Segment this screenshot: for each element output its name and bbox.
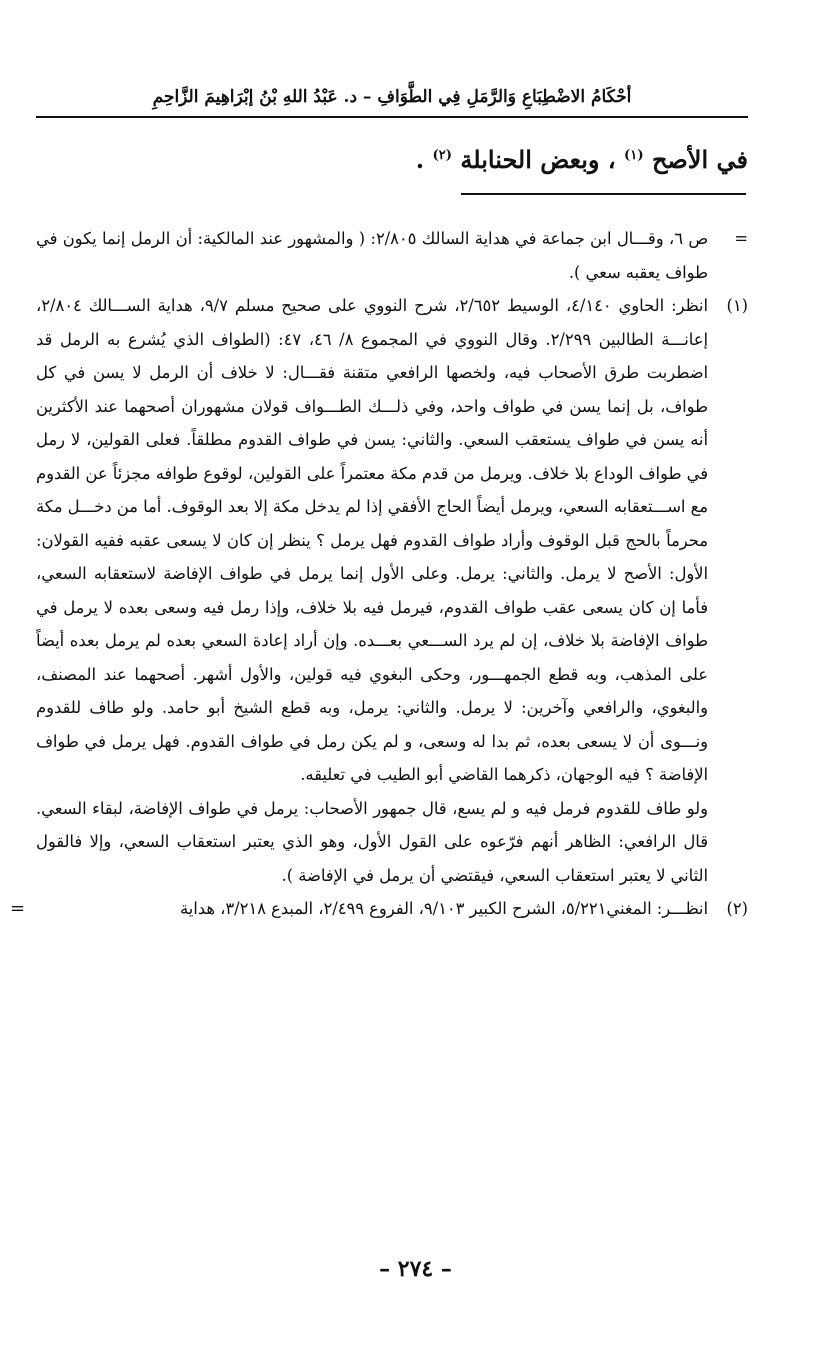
main-text-part1: في الأصح (651, 145, 748, 174)
footnotes (10, 222, 748, 926)
footnote-ref-1: (١) (623, 148, 644, 163)
running-header (36, 86, 748, 108)
footnote-continued-marker: = (734, 229, 748, 248)
footnote-1-text: انظر: الحاوي ٤/١٤٠، الوسيط ٢/٦٥٢، شرح النووي على صحيح مسلم ٩/٧، هداية الســـالك ٢/٨٠٤، إعانـــة الطالبين ٢/٢٩٩. وقال النووي في المجموع ٨/ ٤٦، ٤٧: (الطواف الذي يُشرع به الرمل قد اضطربت طرق الأصحاب فيه، ولخصها الرافعي متقنة فقـــال: لا خلاف أن الرمل لا يسن في كل طواف، بل إنما يسن في طواف واحد، وفي ذلـــك الطـــواف قولان مشهوران أصحهما عند الأكثرين أنه يسن في طواف يستعقب السعي. والثاني: يسن في طواف القدوم مطلقاً. فعلى القولين، لا رمل في طواف الوداع بلا خلاف. ويرمل من قدم مكة معتمراً على القولين، لوقوع طوافه مجزئاً عن القدوم مع اســـتعقابه السعي، ويرمل أيضاً الحاج الأفقي إذا لم يدخل مكة إلا بعد الوقوف. أما من دخـــل مكة محرماً بالحج قبل الوقوف وأراد طواف القدوم فهل يرمل ؟ ينظر إن كان لا يسعى عقبه ففيه القولان: الأول: الأصح لا يرمل. والثاني: يرمل. وعلى الأول إنما يرمل في طواف الإفاضة لاستعقابه السعي، فأما إن كان يسعى عقب طواف القدوم، فيرمل فيه بلا خلاف، وإذا رمل فيه وسعى بعده لا يرمل في طواف الإفاضة بلا خلاف، إن لم يرد الســـعي بعـــده. وإن أراد إعادة السعي بعده لم يرمل بعده أيضاً على المذهب، وبه قطع الجمهـــور، وحكى البغوي فيه قولين، والأول أشهر. أصحهما عند المصنف، والبغوي، والرافعي وآخرين: لا يرمل. والثاني: يرمل، وبه قطع الشيخ أبو حامد. ولو طاف للقدوم ونـــوى أن لا يسعى بعده، ثم بدا له وسعى، و لم يكن رمل في طواف القدوم. فهل يرمل في طواف الإفاضة ؟ فيه الوجهان، ذكرهما القاضي أبو الطيب في تعليقه. (36, 296, 708, 784)
main-text-line (416, 136, 748, 180)
footnote-2-text (10, 892, 708, 926)
footnote-1 (36, 289, 748, 892)
main-text-end: . (415, 145, 425, 174)
footnote-2 (10, 892, 748, 926)
footnote-1-continuation: ولو طاف للقدوم فرمل فيه و لم يسع، قال جمهور الأصحاب: يرمل في طواف الإفاضة، لبقاء السعي. قال الرافعي: الظاهر أنهم فرّعوه على القول الأول، وهو الذي يعتبر استعقاب السعي، وإلا فالقول الثاني لا يعتبر استعقاب السعي، فيقتضي أن يرمل في الإفاضة ). (36, 798, 708, 885)
footnote-2-marker: (٢) (726, 899, 748, 918)
main-text-part2: ، وبعض الحنابلة (460, 145, 616, 174)
footnote-continued-text: ص ٦، وقـــال ابن جماعة في هداية السالك ٢/٨٠٥: ( والمشهور عند المالكية: أن الرمل إنما يكون في طواف يعقبه سعي ). (36, 229, 708, 282)
footnote-1-marker: (١) (726, 296, 748, 315)
footnote-continued (36, 222, 748, 289)
footnote-2-text-content: انظـــر: المغني٥/٢٢١، الشرح الكبير ٩/١٠٣، الفروع ٢/٤٩٩، المبدع ٣/٢١٨، هداية (180, 899, 708, 918)
footnote-ref-2: (٢) (432, 148, 453, 163)
footnote-2-continues-mark: = (10, 898, 26, 919)
header-title: أحْكَامُ الاضْطِبَاعِ وَالرَّمَلِ فِي الطَّوَافِ – د. عَبْدُ اللهِ بْنُ إبْرَاهِيمَ الزَّاحِمِ (152, 87, 632, 107)
page-number: – ٢٧٤ – (379, 1256, 452, 1282)
footnote-separator (461, 193, 746, 195)
header-rule (36, 116, 748, 118)
